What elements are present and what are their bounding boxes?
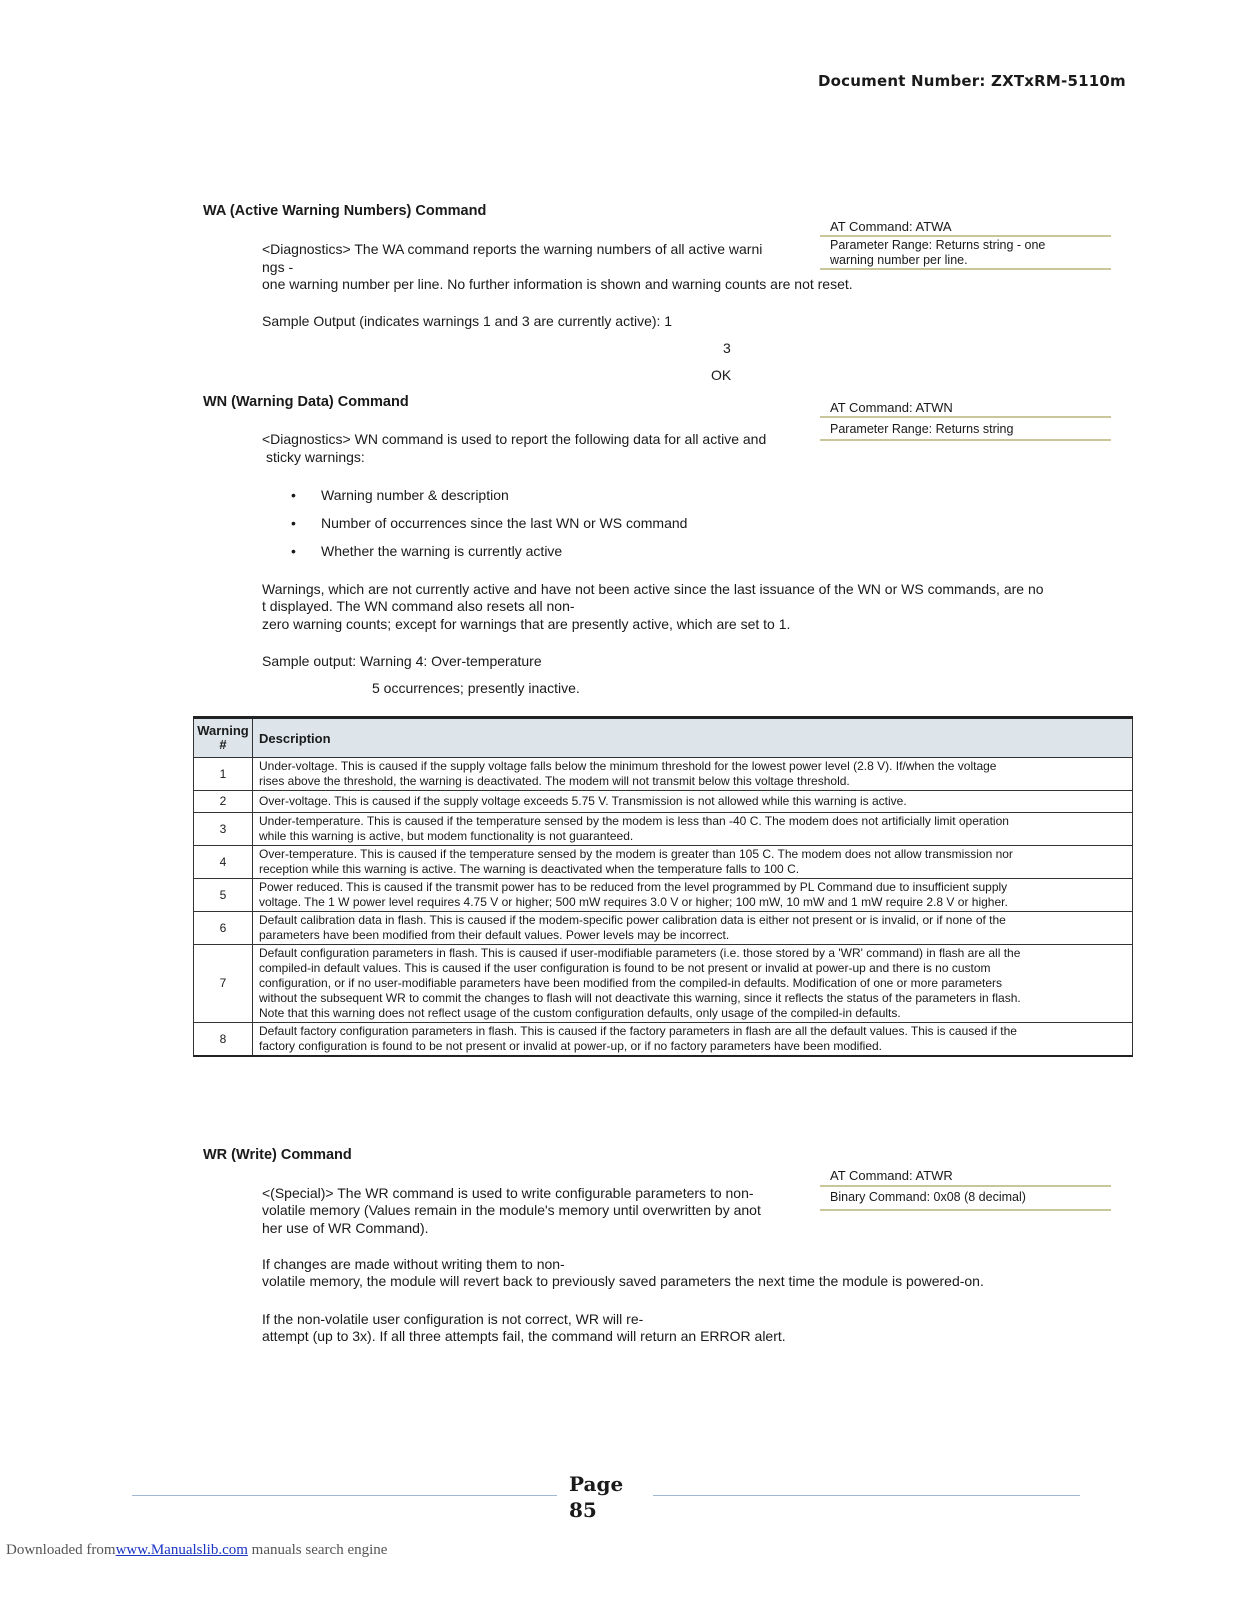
wa-sample-1: Sample Output (indicates warnings 1 and 3 are currently active): 1	[262, 313, 673, 329]
divider	[820, 1185, 1111, 1187]
warning-description: Default factory configuration parameters in flash. This is caused if the factory parameters in flash are all the default values. This is caused if the factory configuration is found to be not present or invalid at power-up, or if no factory parameters have been modified.	[253, 1023, 1133, 1057]
column-header-description: Description	[253, 718, 1133, 758]
wr-desc-2: volatile memory (Values remain in the module's memory until overwritten by anot	[262, 1202, 761, 1218]
download-prefix: Downloaded from	[6, 1542, 116, 1558]
table-row	[194, 879, 1133, 912]
bullet-icon: •	[291, 487, 296, 503]
warning-table	[193, 716, 1133, 1057]
divider	[820, 268, 1111, 270]
wa-desc-3: one warning number per line. No further information is shown and warning counts are not reset.	[262, 276, 853, 292]
wa-sample-2: 3	[723, 340, 731, 356]
document-number: Document Number: ZXTxRM-5110m	[818, 72, 1126, 90]
wr-desc-3: her use of WR Command).	[262, 1220, 429, 1236]
table-row	[194, 813, 1133, 846]
divider	[820, 235, 1111, 237]
divider	[820, 439, 1111, 441]
wa-sample-3: OK	[711, 367, 732, 383]
wr-para1-2: volatile memory, the module will revert back to previously saved parameters the next time the module is powered-on.	[262, 1273, 984, 1289]
download-footer	[6, 1542, 387, 1559]
wn-at-command: AT Command: ATWN	[830, 400, 953, 415]
wn-param-range: Parameter Range: Returns string	[830, 422, 1014, 436]
wr-binary-command: Binary Command: 0x08 (8 decimal)	[830, 1190, 1026, 1204]
warning-description: Over-voltage. This is caused if the supply voltage exceeds 5.75 V. Transmission is not allowed while this warning is active.	[253, 791, 1133, 813]
table-row	[194, 1023, 1133, 1057]
table-row	[194, 791, 1133, 813]
divider	[820, 416, 1111, 418]
wa-param-range-2: warning number per line.	[830, 253, 968, 267]
table-row	[194, 945, 1133, 1023]
page-label: Page	[569, 1472, 624, 1496]
wn-para-3: zero warning counts; except for warnings that are presently active, which are set to 1.	[262, 616, 791, 632]
page-number: 85	[569, 1498, 597, 1522]
manualslib-link[interactable]: www.Manualslib.com	[115, 1542, 248, 1558]
warning-description: Default configuration parameters in flash. This is caused if user-modifiable parameters (i.e. those stored by a 'WR' command) in flash are all the compiled-in default values. This is caused if the user configuration is found to be not present or invalid at power-up and there is no custom configuration, or if no user-modifiable parameters have been modified from the compiled-in defaults. Modification of one or more parameters without the subsequent WR to commit the changes to flash will not deactivate this warning, since it reflects the status of the parameters in flash. Note that this warning does not reflect usage of the custom configuration defaults, only usage of the compiled-in defaults.	[253, 945, 1133, 1023]
warning-number: 6	[194, 912, 253, 945]
wa-desc-1: <Diagnostics> The WA command reports the warning numbers of all active warni	[262, 241, 763, 257]
wr-para2-2: attempt (up to 3x). If all three attempts fail, the command will return an ERROR alert.	[262, 1328, 786, 1344]
wn-heading: WN (Warning Data) Command	[203, 394, 409, 410]
warning-description: Under-temperature. This is caused if the temperature sensed by the modem is less than -40 C. The modem does not artificially limit operation while this warning is active, but modem functionality is not guaranteed.	[253, 813, 1133, 846]
wr-desc-1: <(Special)> The WR command is used to write configurable parameters to non-	[262, 1185, 754, 1201]
warning-number: 4	[194, 846, 253, 879]
warning-number: 7	[194, 945, 253, 1023]
table-row	[194, 846, 1133, 879]
warning-number: 8	[194, 1023, 253, 1057]
warning-description: Over-temperature. This is caused if the temperature sensed by the modem is greater than 105 C. The modem does not allow transmission nor reception while this warning is active. The warning is deactivated when the temperature falls to 100 C.	[253, 846, 1133, 879]
wa-at-command: AT Command: ATWA	[830, 219, 952, 234]
divider	[820, 1209, 1111, 1211]
download-suffix: manuals search engine	[247, 1542, 388, 1558]
table-row	[194, 758, 1133, 791]
bullet-icon: •	[291, 543, 296, 559]
wn-desc-2: sticky warnings:	[266, 449, 365, 465]
warning-number: 5	[194, 879, 253, 912]
wn-desc-1: <Diagnostics> WN command is used to report the following data for all active and	[262, 431, 767, 447]
bullet-icon: •	[291, 515, 296, 531]
warning-number: 3	[194, 813, 253, 846]
wa-param-range-1: Parameter Range: Returns string - one	[830, 238, 1046, 252]
table-header-row	[194, 718, 1133, 758]
wr-heading: WR (Write) Command	[203, 1147, 352, 1163]
wn-sample-1: Sample output: Warning 4: Over-temperature	[262, 653, 542, 669]
wa-desc-2: ngs -	[262, 259, 294, 275]
warning-description: Under-voltage. This is caused if the supply voltage falls below the minimum threshold for the lowest power level (2.8 V). If/when the voltage rises above the threshold, the warning is deactivated. The modem will not transmit below this voltage threshold.	[253, 758, 1133, 791]
wn-sample-2: 5 occurrences; presently inactive.	[372, 680, 580, 696]
wn-para-1: Warnings, which are not currently active and have not been active since the last issuance of the WN or WS commands, are no	[262, 581, 1044, 597]
warning-description: Power reduced. This is caused if the transmit power has to be reduced from the level programmed by PL Command due to insufficient supply voltage. The 1 W power level requires 4.75 V or higher; 500 mW requires 3.0 V or higher; 100 mW, 10 mW and 1 mW require 2.8 V or higher.	[253, 879, 1133, 912]
wr-para1-1: If changes are made without writing them to non-	[262, 1256, 565, 1272]
table-row	[194, 912, 1133, 945]
wa-heading: WA (Active Warning Numbers) Command	[203, 203, 487, 219]
wr-para2-1: If the non-volatile user configuration is not correct, WR will re-	[262, 1311, 644, 1327]
wn-para-2: t displayed. The WN command also resets all non-	[262, 598, 575, 614]
warning-number: 1	[194, 758, 253, 791]
footer-line-right	[653, 1495, 1080, 1496]
warning-description: Default calibration data in flash. This is caused if the modem-specific power calibration data is either not present or is invalid, or if none of the parameters have been modified from their default values. Power levels may be incorrect.	[253, 912, 1133, 945]
column-header-warning: Warning #	[194, 718, 253, 758]
footer-line-left	[132, 1495, 557, 1496]
warning-number: 2	[194, 791, 253, 813]
wr-at-command: AT Command: ATWR	[830, 1168, 953, 1183]
